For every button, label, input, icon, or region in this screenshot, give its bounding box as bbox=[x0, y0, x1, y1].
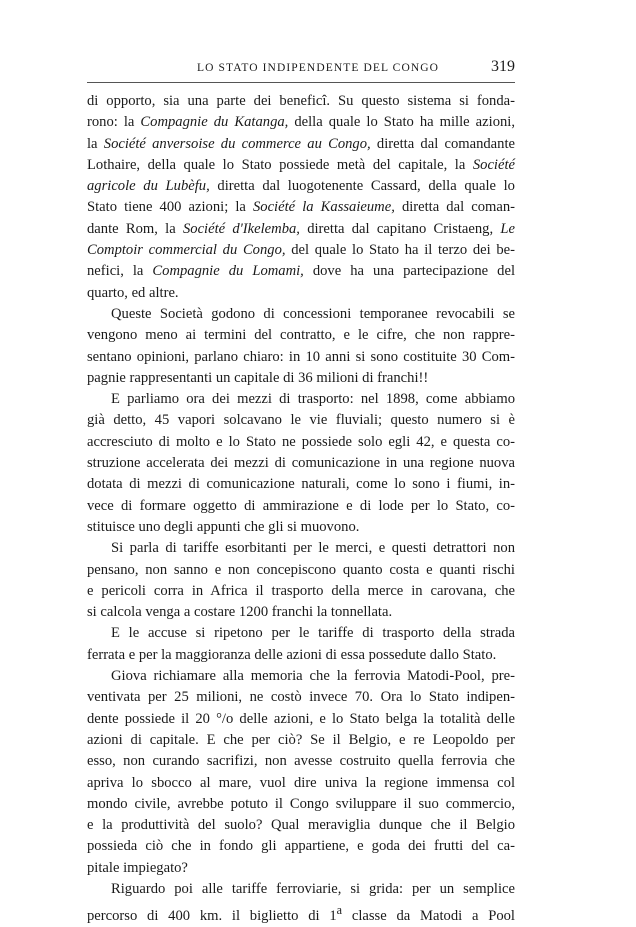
text-line: e pericoli corra in Africa il trasporto della merce in carovana, che bbox=[87, 582, 515, 599]
text-line: dotata di mezzi di comunicazione naturali, come lo sono i fiumi, in- bbox=[87, 476, 515, 493]
text-line: dante Rom, la Société d'Ikelemba, diretta dal capitano Cristaeng, Le bbox=[87, 220, 515, 237]
text-line: percorso di 400 km. il biglietto di 1$^a$ classe da Matodi a Pool bbox=[87, 903, 515, 925]
text-line: struzione accelerata dei mezzi di comunicazione in una regione nuova bbox=[87, 455, 515, 472]
text-line: mondo civile, avrebbe potuto il Congo sviluppare il suo commercio, bbox=[87, 795, 515, 812]
text-line: ventivata per 25 milioni, ne costò invece 70. Ora lo Stato indipen- bbox=[87, 689, 515, 706]
text-line: la Société anversoise du commerce au Congo, diretta dal comandante bbox=[87, 135, 515, 152]
text-line: Stato tiene 400 azioni; la Société la Kassaieume, diretta dal coman- bbox=[87, 199, 515, 216]
text-line: dente possiede il 20 °/o delle azioni, e lo Stato belga la totalità delle bbox=[87, 710, 515, 727]
body-text bbox=[87, 91, 515, 925]
text-line: possieda ciò che in fondo gli appartiene, e goda dei frutti del ca- bbox=[87, 838, 515, 855]
text-line: E le accuse si ripetono per le tariffe di trasporto della strada bbox=[111, 625, 515, 642]
text-line: apriva lo sbocco al mare, vuol dire univa la regione immensa col bbox=[87, 774, 515, 791]
text-line: già detto, 45 vapori solcavano le vie fluviali; questo numero si è bbox=[87, 412, 515, 429]
text-line: di opporto, sia una parte dei beneficî. Su questo sistema si fonda- bbox=[87, 93, 515, 109]
text-line: Riguardo poi alle tariffe ferroviarie, si grida: per un semplice bbox=[111, 880, 515, 897]
text-line: sentano opinioni, parlano chiaro: in 10 anni si sono costituite 30 Com- bbox=[87, 348, 515, 365]
text-line: Queste Società godono di concessioni temporanee revocabili se bbox=[111, 305, 515, 322]
text-line: ferrata e per la maggioranza delle azioni di essa possedute dallo Stato. bbox=[87, 646, 497, 663]
text-line: azioni di capitale. E che per ciò? Se il Belgio, e re Leopoldo per bbox=[87, 731, 515, 748]
page-header bbox=[87, 58, 515, 80]
text-line: pitale impiegato? bbox=[87, 859, 188, 876]
running-title: LO STATO INDIPENDENTE DEL CONGO bbox=[197, 62, 440, 74]
text-line: rono: la Compagnie du Katanga, della quale lo Stato ha mille azioni, bbox=[87, 114, 515, 131]
text-line: stituisce uno degli appunti che gli si muovono. bbox=[87, 518, 360, 535]
text-line: vengono meno ai termini del contratto, e le cifre, che non rappre- bbox=[87, 327, 515, 344]
text-line: E parliamo ora dei mezzi di trasporto: nel 1898, come abbiamo bbox=[111, 391, 515, 408]
text-line: accresciuto di molto e lo Stato ne possiede solo egli 42, e questa co- bbox=[87, 433, 515, 450]
text-line: vece di formare oggetto di ammirazione e di lode per lo Stato, co- bbox=[87, 497, 515, 514]
page-number: 319 bbox=[491, 58, 515, 75]
text-line: nefici, la Compagnie du Lomami, dove ha una partecipazione del bbox=[87, 263, 515, 280]
text-line: agricole du Lubèfu, diretta dal luogotenente Cassard, della quale lo bbox=[87, 178, 515, 195]
text-line: Comptoir commercial du Congo, del quale lo Stato ha il terzo dei be- bbox=[87, 242, 515, 259]
text-line: pensano, non sanno e non concepiscono quanto costa e quanti rischi bbox=[87, 561, 515, 578]
text-line: si calcola venga a costare 1200 franchi la tonnellata. bbox=[87, 604, 393, 621]
text-line: Lothaire, della quale lo Stato possiede metà del capitale, la Société bbox=[87, 156, 515, 173]
text-line: Si parla di tariffe esorbitanti per le merci, e questi detrattori non bbox=[111, 540, 515, 557]
header-rule bbox=[87, 82, 515, 83]
text-line: quarto, ed altre. bbox=[87, 284, 179, 301]
text-line: e la produttività del suolo? Qual meraviglia dunque che il Belgio bbox=[87, 817, 515, 834]
text-line: pagnie rappresentanti un capitale di 36 milioni di franchi!! bbox=[87, 369, 429, 386]
text-line: esso, non curando sacrifizi, non avesse costruito quella ferrovia che bbox=[87, 753, 515, 770]
superscript-a: a bbox=[336, 903, 343, 918]
text-line: Giova richiamare alla memoria che la ferrovia Matodi-Pool, pre- bbox=[111, 668, 515, 685]
